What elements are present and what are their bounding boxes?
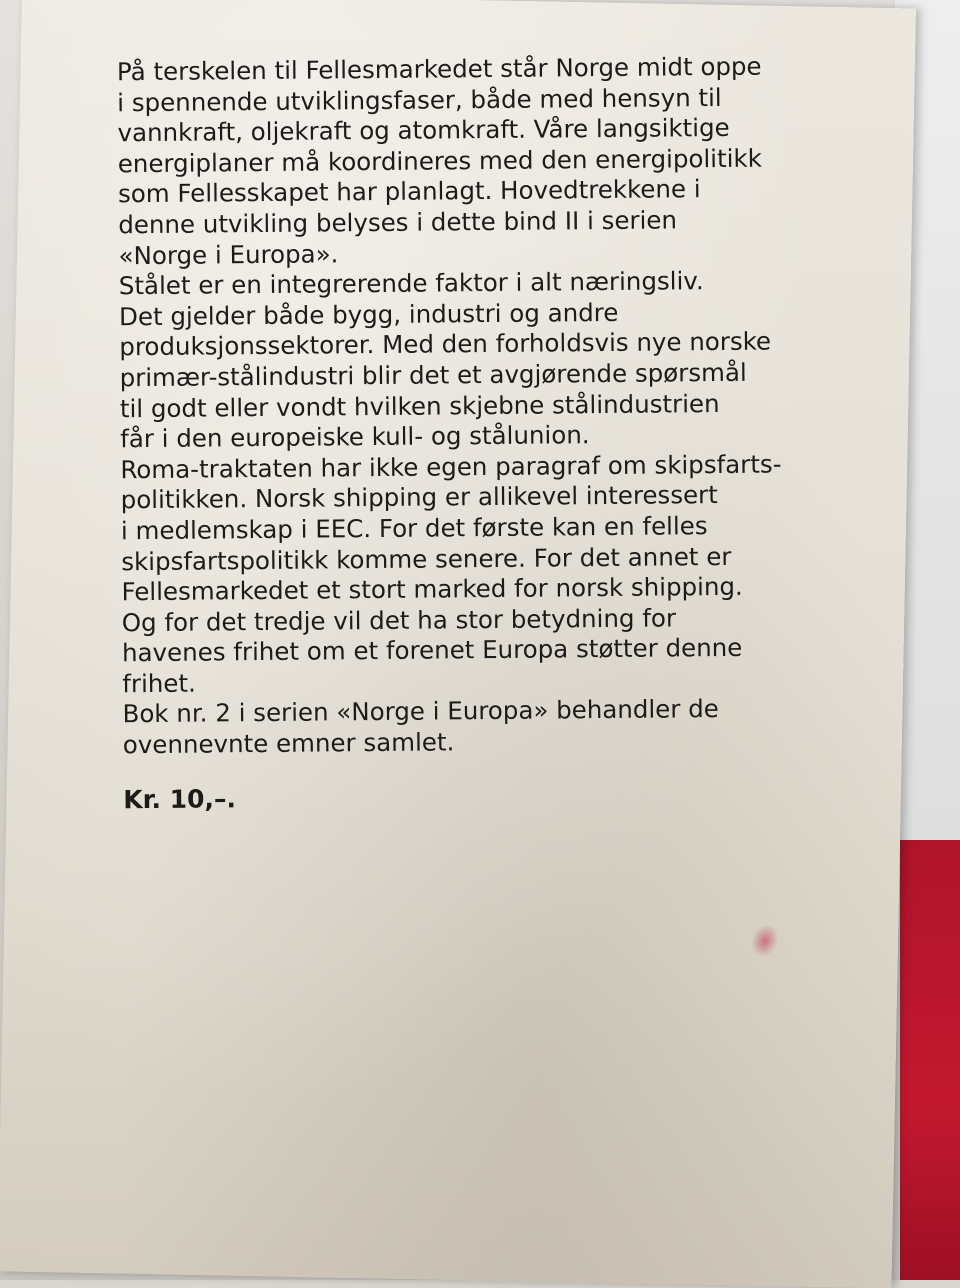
red-cloth: [900, 840, 960, 1280]
paragraph-series: Bok nr. 2 i serien «Norge i Europa» behandler de ovennevnte emner samlet.: [122, 694, 719, 760]
price-label: Kr. 10,–.: [123, 783, 237, 814]
ink-stain: [747, 920, 783, 961]
paragraph-energy: På terskelen til Fellesmarkedet står Norge midt oppe i spennende utviklingsfaser, både med hensyn til vannkraft, oljekraft og atomkraft. Våre langsiktige energiplaner må koordineres med den energipolitikk som Fellesskapet har planlagt. Hovedtrekkene i denne utvikling belyses i dette bind II i serien «Norge i Europa».: [116, 51, 762, 270]
blurb-text: [117, 51, 864, 816]
paragraph-shipping: Roma-traktaten har ikke egen paragraf om skipsfarts- politikken. Norsk shipping er allikevel interessert i medlemskap i EEC. For det første kan en felles skipsfartspolitikk komme senere. For det annet er Fellesmarkedet et stort marked for norsk shipping. Og for det tredje vil det ha stor betydning for havenes frihet om et forenet Europa støtter denne frihet.: [120, 449, 782, 699]
paragraph-steel: Stålet er en integrerende faktor i alt næringsliv. Det gjelder både bygg, industri og andre produksjonssektorer. Med den forholdsvis nye norske primær-stålindustri blir det et avgjørende spørsmål til godt eller vondt hvilken skjebne stålindustrien får i den europeiske kull- og stålunion.: [118, 266, 772, 454]
